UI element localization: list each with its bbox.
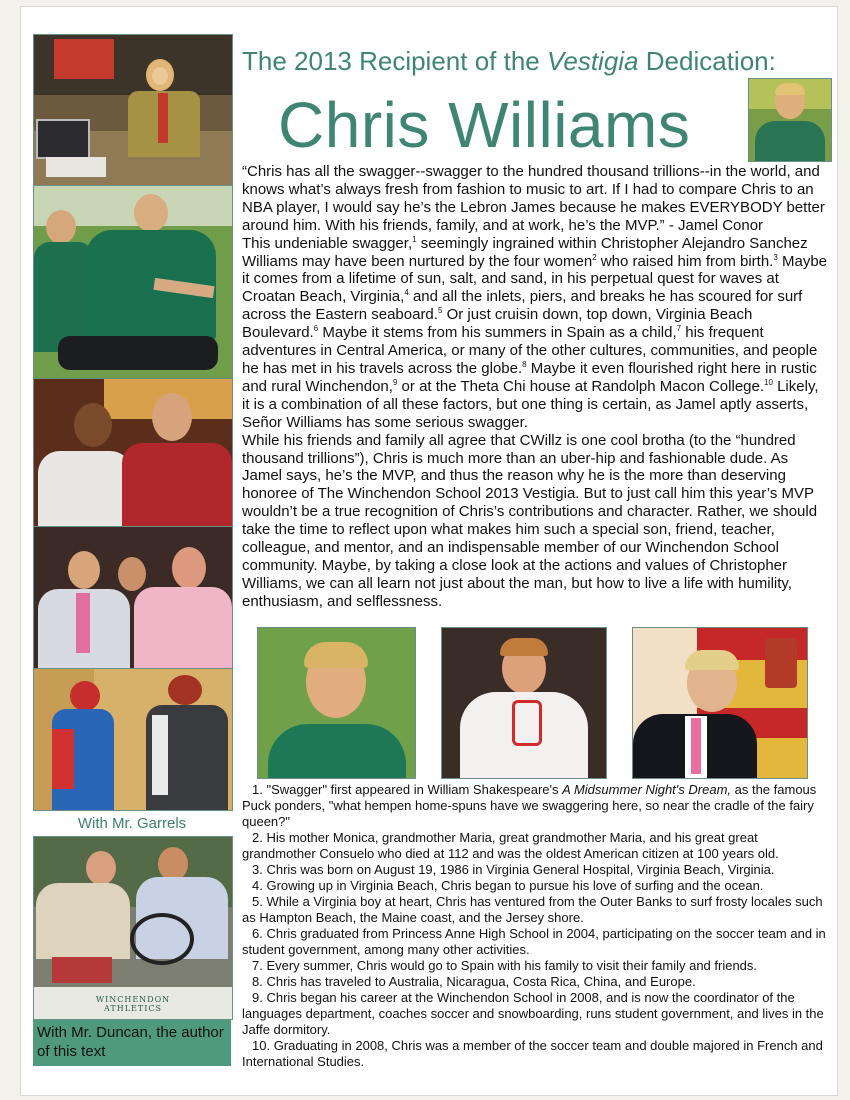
footnote-number: 3. bbox=[252, 862, 263, 877]
footnote-text: Growing up in Virginia Beach, Chris began to pursue his love of surfing and the ocean. bbox=[262, 878, 764, 893]
footnote-marker: 3 bbox=[773, 252, 778, 262]
paragraph-text: Likely, it is a combination of all these factors, but one thing is certain, as Jamel aptly asserts, Señor Williams has some serious swagger. bbox=[242, 377, 819, 431]
footnote-number: 2. bbox=[252, 830, 263, 845]
footnote-text: Chris has traveled to Australia, Nicaragua, Costa Rica, China, and Europe. bbox=[262, 974, 696, 989]
heading-italic: Vestigia bbox=[546, 46, 639, 76]
paragraph-text: who raised him from birth. bbox=[596, 252, 774, 270]
footnote-text: While a Virginia boy at heart, Chris has ventured from the Outer Banks to surf frosty locales such as Hampton Beach, the Maine coast, and the Jersey shore. bbox=[242, 894, 823, 925]
paragraph-text: Maybe it even flourished right here in rustic and rural Winchendon, bbox=[242, 359, 817, 395]
photo-headshot-soccer bbox=[257, 627, 416, 779]
mvp-paragraph: While his friends and family all agree that CWillz is one cool brotha (to the “hundred thousand trillions”), Chris is much more than an uber-hip and fashionable dude. As Jamel says, he’s the MVP, and thus the reason why he is the more than deserving honoree of The Winchendon School 2013 Vestigia. But to just call him this year’s MVP wouldn’t be a true recognition of Chris’s contributions and character. Rather, we should take the time to reflect upon what makes him such a special son, friend, teacher, colleague, and mentor, and an indispensable member of our Winchendon School community. Maybe, by taking a close look at the actions and values of Christopher Williams, we can all learn not just about the man, but how to live a life with humility, enthusiasm, and selflessness. bbox=[242, 431, 818, 610]
photo-office bbox=[33, 34, 233, 186]
footnote-text: Chris was born on August 19, 1986 in Virginia General Hospital, Virginia Beach, Virginia. bbox=[262, 862, 775, 877]
footnote-item bbox=[242, 862, 828, 878]
paragraph-text: This undeniable swagger, bbox=[242, 234, 413, 252]
footnote-number: 1. bbox=[252, 782, 263, 797]
footnote-item bbox=[242, 894, 828, 926]
footnote-marker: 2 bbox=[592, 252, 597, 262]
dedication-heading bbox=[242, 46, 776, 77]
caption-garrels: With Mr. Garrels bbox=[77, 815, 187, 832]
footnote-text: Chris graduated from Princess Anne High School in 2004, participating on the soccer team and in student government, among many other activities. bbox=[242, 926, 826, 957]
photo-couple bbox=[33, 378, 233, 527]
footnote-number: 7. bbox=[252, 958, 263, 973]
footnote-text: Every summer, Chris would go to Spain with his family to visit their family and friends. bbox=[262, 958, 758, 973]
paragraph-text: Or just cruisin down, top down, Virginia Beach Boulevard. bbox=[242, 306, 753, 342]
footnote-text: Graduating in 2008, Chris was a member of the soccer team and double majored in French and International Studies. bbox=[242, 1038, 823, 1069]
photo-spain-flag bbox=[632, 627, 808, 779]
footnote-marker: 7 bbox=[676, 324, 682, 334]
footnote-item bbox=[242, 878, 828, 894]
article-body bbox=[242, 163, 830, 611]
footnote-item bbox=[242, 782, 828, 830]
paragraph-text: and all the inlets, piers, and breaks he has scoured for surf across the Eastern seaboard. bbox=[242, 288, 803, 324]
footnote-number: 4. bbox=[252, 878, 263, 893]
footnote-marker: 6 bbox=[313, 324, 319, 334]
footnote-item bbox=[242, 1038, 828, 1070]
photo-snowboarding bbox=[33, 668, 233, 811]
footnote-number: 10. bbox=[252, 1038, 271, 1053]
cart-sign: WINCHENDON ATHLETICS bbox=[95, 995, 171, 1013]
paragraph-text: Maybe it stems from his summers in Spain as a child, bbox=[318, 324, 677, 342]
footnote-marker: 5 bbox=[437, 306, 443, 316]
footnote-text: Chris began his career at the Winchendon School in 2008, and is now the coordinator of the languages department, coaches soccer and snowboarding, runs student government, and lives in the Jaffe dormitory. bbox=[242, 990, 824, 1037]
footnote-number: 5. bbox=[252, 894, 263, 909]
footnote-marker: 8 bbox=[522, 359, 527, 369]
footnote-item bbox=[242, 974, 828, 990]
photo-soccer-team bbox=[33, 185, 233, 379]
footnote-number: 8. bbox=[252, 974, 263, 989]
footnote-marker: 1 bbox=[412, 234, 417, 244]
paragraph-text: seemingly ingrained within Christopher Alejandro Sanchez Williams may have been nurtured by the four women bbox=[242, 234, 808, 270]
footnote-item bbox=[242, 958, 828, 974]
footnote-number: 6. bbox=[252, 926, 263, 941]
paragraph-text: or at the Theta Chi house at Randolph Macon College. bbox=[397, 377, 765, 395]
quote-paragraph: “Chris has all the swagger--swagger to the hundred thousand trillions--in the world, and knows what’s always fresh from fashion to music to art. If I had to compare Chris to an NBA player, I would say he’s the Lebron James because he makes EVERYBODY better around him. With his friends, family, and at work, he’s the MVP.” - Jamel Conor bbox=[242, 163, 825, 234]
photo-formal-event bbox=[33, 526, 233, 669]
heading-prefix: The 2013 Recipient of the bbox=[242, 46, 547, 76]
footnote-item bbox=[242, 990, 828, 1038]
paragraph-text: Maybe it comes from a lifetime of sun, salt, and sand, in his perpetual quest for waves at Croatan Beach, Virginia, bbox=[242, 252, 828, 306]
caption-duncan: With Mr. Duncan, the author of this text bbox=[33, 1020, 231, 1066]
footnote-text: His mother Monica, grandmother Maria, great grandmother Maria, and his great great grandmother Consuelo who died at 112 and was the oldest American citizen at 100 years old. bbox=[242, 830, 779, 861]
recipient-name: Chris Williams bbox=[278, 89, 691, 161]
heading-suffix: Dedication: bbox=[638, 46, 776, 76]
footnote-text: "Swagger" first appeared in William Shakespeare's bbox=[262, 782, 563, 797]
footnote-number: 9. bbox=[252, 990, 263, 1005]
photo-portrait bbox=[748, 78, 832, 162]
footnotes-list bbox=[242, 782, 828, 1070]
footnote-italic: A Midsummer Night's Dream, bbox=[562, 782, 732, 797]
footnote-marker: 10 bbox=[764, 377, 773, 387]
photo-golf-cart bbox=[33, 836, 233, 1020]
footnote-item bbox=[242, 830, 828, 862]
footnote-marker: 4 bbox=[404, 288, 409, 298]
swagger-paragraph bbox=[242, 235, 830, 432]
paragraph-text: his frequent adventures in Central America, or many of the other cultures, communities, and people he has met in his travels across the globe. bbox=[242, 324, 818, 377]
footnote-marker: 9 bbox=[392, 377, 398, 387]
footnote-item bbox=[242, 926, 828, 958]
footnote-text: as the famous Puck ponders, "what hempen home-spuns have we swaggering here, so near the cradle of the fairy queen?" bbox=[242, 782, 817, 829]
photo-costume bbox=[441, 627, 607, 779]
